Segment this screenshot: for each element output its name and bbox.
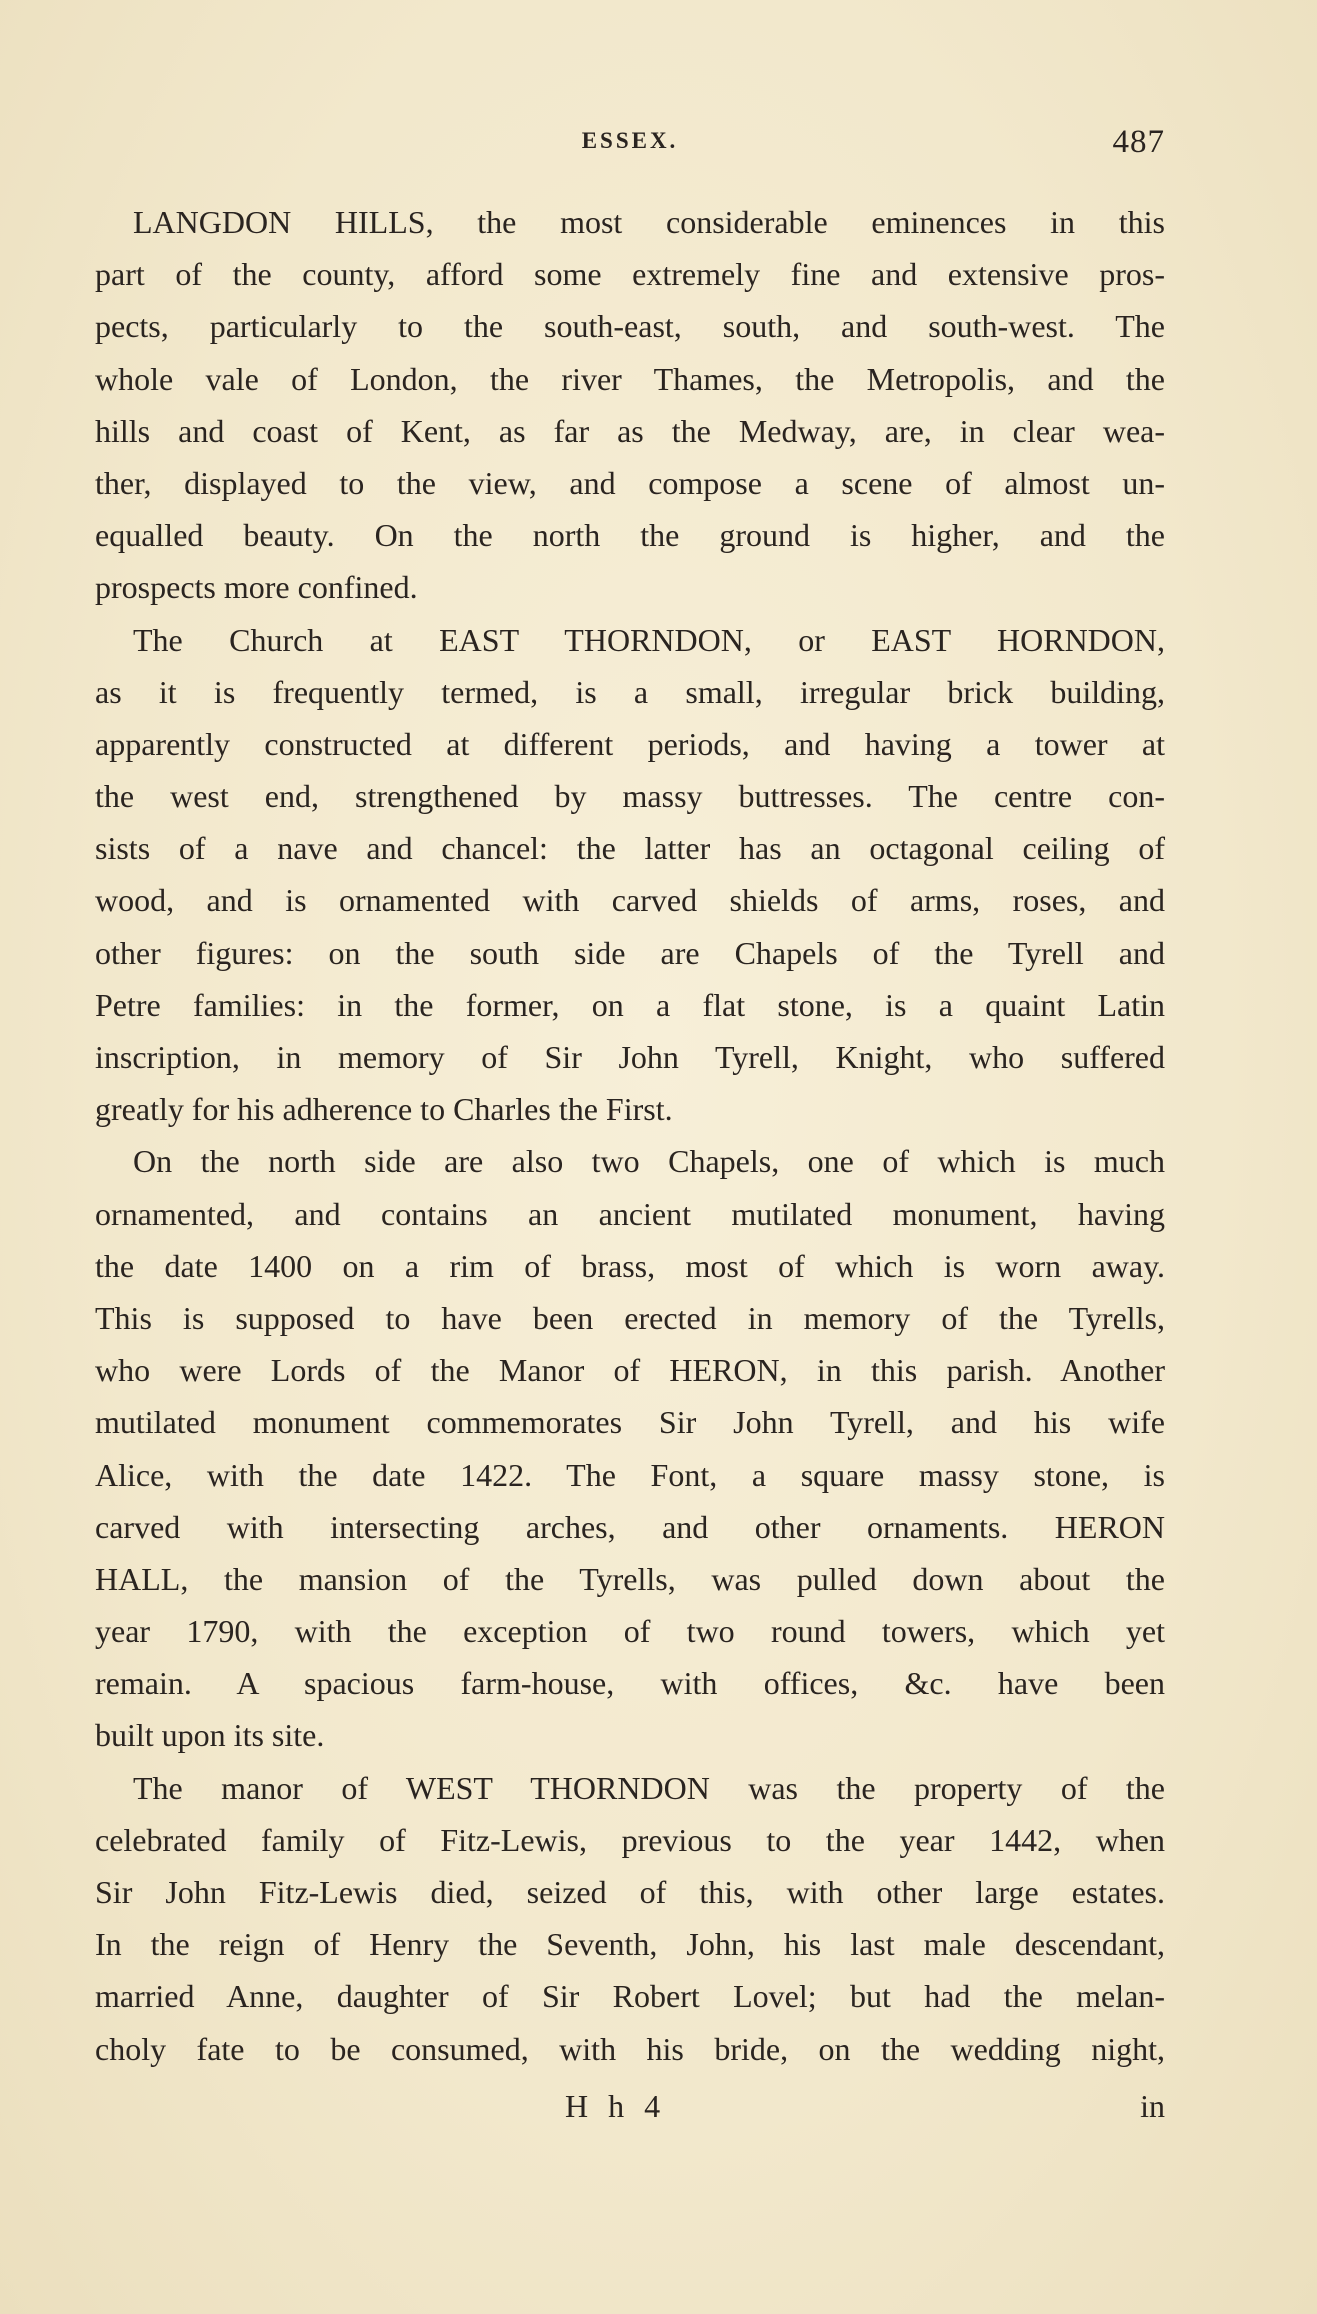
text-line: prospects more confined. [95, 569, 418, 606]
text-line: On the north side are also two Chapels, one of which is much [133, 1143, 1165, 1180]
text-line: equalled beauty. On the north the ground is higher, and the [95, 517, 1165, 554]
text-line: inscription, in memory of Sir John Tyrell, Knight, who suffered [95, 1039, 1165, 1075]
text-line: as it is frequently termed, is a small, irregular brick building, [95, 673, 1165, 710]
text-line: In the reign of Henry the Seventh, John, his last male descendant, [95, 1926, 1165, 1963]
running-title: ESSEX. [581, 128, 679, 153]
text-line: The manor of WEST THORNDON was the property of the [133, 1769, 1165, 1806]
text-line: carved with intersecting arches, and other ornaments. HERON [95, 1508, 1165, 1545]
text-line: married Anne, daughter of Sir Robert Lovel; but had the melan- [95, 1978, 1165, 2015]
text-line: Petre families: in the former, on a flat stone, is a quaint Latin [95, 986, 1165, 1023]
text-line: choly fate to be consumed, with his bride, on the wedding night, [95, 2030, 1165, 2067]
text-line: ornamented, and contains an ancient mutilated monument, having [95, 1195, 1165, 1232]
page-number: 487 [1112, 124, 1165, 160]
text-line: LANGDON HILLS, the most considerable eminences in this [133, 204, 1165, 240]
page-header [95, 124, 1165, 164]
text-line: HALL, the mansion of the Tyrells, was pulled down about the [95, 1560, 1165, 1597]
text-line: Sir John Fitz-Lewis died, seized of this, with other large estates. [95, 1874, 1165, 1910]
text-line: wood, and is ornamented with carved shields of arms, roses, and [95, 882, 1165, 919]
text-line: the west end, strengthened by massy buttresses. The centre con- [95, 778, 1165, 815]
page-footer [95, 2084, 1165, 2136]
catchword: in [1140, 2088, 1165, 2124]
text-line: whole vale of London, the river Thames, the Metropolis, and the [95, 360, 1165, 397]
text-line: Alice, with the date 1422. The Font, a square massy stone, is [95, 1456, 1165, 1493]
signature-mark: H h 4 [565, 2088, 667, 2124]
body-text [95, 196, 1165, 2075]
text-line: This is supposed to have been erected in memory of the Tyrells, [95, 1299, 1165, 1336]
text-line: hills and coast of Kent, as far as the Medway, are, in clear wea- [95, 412, 1165, 449]
text-line: sists of a nave and chancel: the latter has an octagonal ceiling of [95, 830, 1165, 867]
text-line: remain. A spacious farm-house, with offices, &c. have been [95, 1665, 1165, 1702]
text-line: greatly for his adherence to Charles the First. [95, 1091, 673, 1128]
text-line: part of the county, afford some extremely fine and extensive pros- [95, 256, 1165, 293]
text-line: year 1790, with the exception of two round towers, which yet [95, 1613, 1165, 1650]
text-line: built upon its site. [95, 1717, 325, 1754]
text-line: The Church at EAST THORNDON, or EAST HORNDON, [133, 621, 1165, 658]
text-line: pects, particularly to the south-east, south, and south-west. The [95, 308, 1165, 345]
text-line: mutilated monument commemorates Sir John Tyrell, and his wife [95, 1404, 1165, 1441]
text-line: other figures: on the south side are Chapels of the Tyrell and [95, 934, 1165, 971]
text-line: ther, displayed to the view, and compose a scene of almost un- [95, 464, 1165, 501]
text-line: the date 1400 on a rim of brass, most of which is worn away. [95, 1247, 1165, 1284]
text-line: apparently constructed at different periods, and having a tower at [95, 725, 1165, 762]
text-line: celebrated family of Fitz-Lewis, previous to the year 1442, when [95, 1821, 1165, 1858]
text-line: who were Lords of the Manor of HERON, in this parish. Another [95, 1352, 1165, 1389]
